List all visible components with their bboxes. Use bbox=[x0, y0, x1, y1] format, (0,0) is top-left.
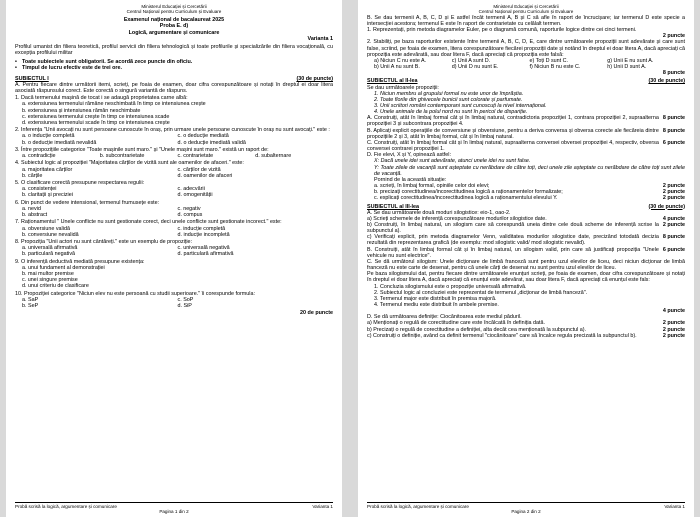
answer-option: c. adecvării bbox=[177, 186, 205, 193]
answer-option: d. o deducție imediată validă bbox=[177, 139, 246, 146]
answer-option: b. mai multor premise bbox=[22, 271, 74, 277]
proposition: 2. Toate florile din ghivecele bunicii sunt colorate și parfumate. bbox=[374, 96, 523, 103]
exam-title bbox=[15, 17, 333, 35]
answer-option: c. inducție completă bbox=[177, 225, 226, 232]
section-points: (30 de puncte) bbox=[648, 203, 685, 210]
title-line: Proba E. d) bbox=[159, 23, 189, 30]
rule-text: Toate subiectele sunt obligatorii. Se acordă zece puncte din oficiu. bbox=[22, 58, 193, 65]
question-text: 10. Propoziției categorice "Niciun elev nu este persoană cu studii superioare." îi corespunde formula: bbox=[15, 290, 255, 297]
item-points: 6 puncte bbox=[662, 139, 685, 146]
answer-option: a. unui fundament al demonstrației bbox=[22, 264, 105, 271]
question-item bbox=[15, 291, 333, 311]
page-number: Pagina 2 din 2 bbox=[511, 508, 541, 514]
sub-task bbox=[374, 195, 685, 201]
item-text: C. Se dă următorul silogism: Unele dicționare de limbă franceză sunt pentru uzul elevilor de liceu, deci niciun dicționar de limbă franceză nu este carte de desenat, pentru că unele cărți de desenat nu sunt pentru uzul elevilor de liceu. bbox=[367, 258, 685, 272]
item-text: C. Construiți, atât în limbaj formal cât și în limbaj natural, supraalterna conversei obversei propoziției 4, respectiv, obversa conversei contrarei propoziției 1. bbox=[367, 139, 659, 153]
task-note: Pe baza silogismului dat, pentru fiecare dintre următoarele enunțuri scrieți, pe foaia de examen, doar cifra corespunzătoare și notați în dreptul ei doar litera A, dacă apreciați că enunțul este adevărat, sau doar litera F, dacă apreciați că enunțul este fals: bbox=[367, 271, 685, 284]
truth-option: f) Niciun B nu este C. bbox=[529, 64, 581, 71]
answer-option: b. SeP bbox=[22, 302, 39, 309]
answer-option: b. abstract bbox=[22, 212, 48, 219]
task-item bbox=[367, 140, 685, 152]
answer-option: b. extensiunea și intensiunea rămân neschimbate bbox=[22, 107, 141, 114]
answer-options bbox=[15, 101, 333, 126]
header-line: Ministerul Educației și Cercetării bbox=[493, 4, 559, 9]
item-text: B. Construiți, atât în limbaj formal cât și în limbaj natural, un silogism valid, prin care să justificați propoziția "Unele vehicule nu sunt electrice". bbox=[367, 246, 659, 259]
item-text: A. Construiți, atât în limbaj formal cât și în limbaj natural, contradictoria propoziției 1, contrara propoziției 2, supraalterna propoziției 3 și subcontrara propoziției 4. bbox=[367, 115, 659, 128]
question-text: 9. O inferență deductivă mediată presupune existența: bbox=[15, 258, 145, 265]
statement: 4. Termenul mediu este distribuit în ambele premise. bbox=[374, 302, 499, 308]
question-text: 8. Propoziția "Unii actori nu sunt cântăreți." este un exemplu de propoziție: bbox=[15, 239, 193, 246]
rule-item: • Toate subiectele sunt obligatorii. Se acordă zece puncte din oficiu. bbox=[15, 58, 193, 65]
answer-options bbox=[15, 186, 333, 198]
item-text: a) Scrieți schemele de inferență corespunzătoare modurilor silogistice date. bbox=[367, 215, 547, 222]
task-item bbox=[367, 247, 685, 259]
part-b-intro: B. Se dau termenii A, B, C, D și E astfel încât termenii A, B și C să afle în raport de încrucișare; iar termenul D este specie a intersecției acestora; termenul E este în raport de contrarietate cu celălalt termen. bbox=[367, 14, 685, 27]
header-line: Ministerul Educației și Cercetării bbox=[141, 4, 207, 9]
page-footer bbox=[15, 502, 333, 514]
question-text: 5. O clasificare corectă presupune respectarea regulii: bbox=[15, 180, 145, 187]
definition-intro: D. Se dă următoarea definiție: Ciocănitoarea este mediul păduril. bbox=[367, 314, 522, 321]
footer-right: Varianta 1 bbox=[312, 503, 333, 509]
section-title: SUBIECTUL I bbox=[15, 75, 49, 82]
item-text: B. Aplicați explicit operațiile de conversiune și obversiune, pentru a deriva conversa și obversa corecte ale fiecăreia dintre propozițiile 2 și 3, atât în limbaj formal, cât și în limbaj natural. bbox=[367, 127, 659, 140]
answer-options bbox=[15, 206, 333, 218]
item-text: a. scrieți, în limbaj formal, opiniile celor doi elevi; bbox=[374, 183, 490, 190]
answer-option: a. contradicție bbox=[22, 153, 56, 160]
truth-option: d) Unii D nu sunt E. bbox=[451, 64, 499, 71]
section-points: (30 de puncte) bbox=[296, 75, 333, 82]
section-title: SUBIECTUL al III-lea bbox=[367, 203, 420, 210]
item-text: c) Construiți o definiție, având ca definit termenul "ciocănitoare" care să încalce regula precizată la subpunctul b). bbox=[367, 332, 637, 339]
variant-label: Varianta 1 bbox=[307, 35, 333, 42]
page-number: Pagina 1 din 2 bbox=[159, 508, 189, 514]
section-3-items bbox=[367, 216, 685, 271]
rule-text: Timpul de lucru efectiv este de trei ore. bbox=[22, 65, 122, 72]
section-intro: A. Se dau următoarele două moduri silogistice: eio-1, oao-2. bbox=[367, 209, 511, 216]
question-item bbox=[15, 200, 333, 220]
proposition: 3. Unii scriitori români contemporani sunt cunoscuți la nivel internațional. bbox=[374, 103, 547, 109]
rule-item: • Timpul de lucru efectiv este de trei ore. bbox=[15, 65, 122, 72]
definition-tasks bbox=[367, 320, 685, 338]
question-item bbox=[15, 127, 333, 147]
ministry-header bbox=[367, 4, 685, 15]
answer-option: d. subalternare bbox=[255, 153, 292, 160]
footer-left: Probă scrisă la logică, argumentare și comunicare bbox=[15, 503, 117, 509]
question-item bbox=[15, 219, 333, 239]
question-text: 4. Subiectul logic al propoziției "Majoritatea cărților de vizită sunt ale oamenilor de afaceri." este: bbox=[15, 160, 244, 167]
student-x-opinion: X: Dacă unele idei sunt adevărate, atunci unele idei nu sunt false. bbox=[374, 158, 531, 165]
section-title: SUBIECTUL al II-lea bbox=[367, 78, 418, 85]
statement: 3. Termenul major este distribuit în premisa majoră. bbox=[374, 295, 497, 302]
truth-option: g) Unii E nu sunt A. bbox=[607, 57, 654, 64]
item-text: c. explicați corectitudinea/incorectitudinea logică a raționamentului elevului Y. bbox=[374, 195, 558, 202]
answer-option: b. conversiune nevalidă bbox=[22, 231, 79, 238]
answer-option: a. SaP bbox=[22, 296, 39, 303]
answer-option: a. o inducție completă bbox=[22, 133, 75, 140]
exam-page-2 bbox=[358, 0, 694, 517]
answer-option: a. nevid bbox=[22, 205, 41, 212]
answer-option: a. universală afirmativă bbox=[22, 245, 78, 252]
item-text: D. Fie elevi, X și Y, opinează astfel: bbox=[367, 152, 451, 159]
task-item bbox=[367, 128, 685, 140]
question-list bbox=[15, 95, 333, 310]
sub-tasks bbox=[367, 183, 685, 201]
answer-option: a. consistenței bbox=[22, 186, 57, 193]
answer-option: b. subcontrarietate bbox=[99, 153, 145, 160]
item-points: 4 puncte bbox=[662, 215, 685, 222]
answer-option: a. extensiunea termenului rămâne neschimbată în timp ce intensiunea crește bbox=[22, 101, 206, 108]
footer-left: Probă scrisă la logică, argumentare și comunicare bbox=[367, 503, 469, 509]
footer-right: Varianta 1 bbox=[664, 503, 685, 509]
item-points: 2 puncte bbox=[662, 195, 685, 202]
question-item bbox=[15, 239, 333, 259]
answer-options bbox=[15, 133, 333, 145]
item-text: a) Menționați o regulă de corectitudine care este încălcată în definiția dată. bbox=[367, 320, 545, 327]
answer-option: a. obversiune validă bbox=[22, 225, 70, 232]
answer-option: c. extensiunea termenului crește în timp ce intensiunea scade bbox=[22, 113, 170, 120]
profile-intro: Profilul umanist din filiera teoretică, profilul servicii din filiera tehnologică și toate profilurile și specializările din filiera vocațională, cu excepția profilului militar bbox=[15, 44, 333, 57]
item-points: 2 puncte bbox=[662, 221, 685, 228]
truth-option: h) Unii D sunt A. bbox=[607, 64, 647, 71]
student-y-opinion: Y: Toate zilele de vacanță sunt așteptate cu nerăbdare de către toți, deci unele zile așteptate cu nerăbdare de către toți sunt zilele de vacanță. bbox=[374, 164, 685, 177]
statement: 1. Concluzia silogismului este o propoziție universală afirmativă. bbox=[374, 283, 527, 290]
answer-options bbox=[15, 245, 333, 257]
proposition-list bbox=[367, 91, 685, 116]
item-points: 8 puncte bbox=[662, 234, 685, 241]
exam-page-1 bbox=[6, 0, 342, 517]
answer-options bbox=[15, 167, 333, 179]
item-points: 2 puncte bbox=[662, 326, 685, 333]
section-2-items bbox=[367, 115, 685, 158]
statement-list bbox=[367, 284, 685, 309]
section-intro: Se dau următoarele propoziții: bbox=[367, 84, 439, 91]
answer-option: c. SoP bbox=[177, 296, 194, 303]
answer-options bbox=[15, 226, 333, 238]
ministry-header bbox=[15, 4, 333, 15]
item-points: 6 puncte bbox=[662, 246, 685, 253]
question-item bbox=[15, 160, 333, 180]
answer-option: c. o deducție mediată bbox=[177, 133, 229, 140]
question-text: 3. Între propozițiile categorice "Toate mașinile sunt maro." și "Unele mașini sunt maro." există un raport de: bbox=[15, 146, 269, 153]
question-item bbox=[15, 180, 333, 200]
answer-option: d. omogenității bbox=[177, 192, 213, 199]
item-points: 2 puncte bbox=[662, 332, 685, 339]
answer-option: c. contrarietate bbox=[177, 153, 214, 160]
answer-option: b. claritații și preciziei bbox=[22, 192, 73, 199]
truth-option: b) Unii A nu sunt B. bbox=[374, 64, 420, 71]
answer-option: b. o deducție imediată nevalidă bbox=[22, 139, 97, 146]
section-points: (30 de puncte) bbox=[648, 78, 685, 85]
answer-option: c. universală negativă bbox=[177, 245, 230, 252]
task-item bbox=[367, 222, 685, 234]
answer-option: a. majoritatea cărților bbox=[22, 166, 73, 173]
answer-options bbox=[15, 153, 333, 159]
item-text: c) Verificați explicit, prin metoda diagramelor Venn, validitatea modurilor silogistice date, precizând totodată decizia rezultată din reprezentarea grafică (de exemplu: mod silogistic valid/ mod silogistic nevalid). bbox=[367, 234, 659, 247]
answer-option: c. cărților de vizită bbox=[177, 166, 221, 173]
answer-option: b. cărțile bbox=[22, 172, 43, 179]
item-text: 1. Reprezentați, prin metoda diagramelor Euler, pe o diagramă comună, raporturile logice dintre cei cinci termeni. bbox=[367, 27, 637, 34]
definition-task bbox=[367, 333, 685, 339]
question-text: 7. Raționamentul " Unele conflicte nu sunt gestionate corect, deci unele conflicte sunt gestionate incorect." este: bbox=[15, 219, 282, 226]
title-line: Examenul național de bacalaureat 2025 bbox=[123, 17, 225, 24]
truth-option: e) Toți D sunt C. bbox=[529, 57, 569, 64]
truth-option: c) Unii A sunt D. bbox=[451, 57, 491, 64]
answer-option: d. SiP bbox=[177, 302, 192, 309]
answer-option: c. unei singure premise bbox=[22, 277, 78, 284]
question-text: 6. Din punct de vedere intensional, termenul frumusețe este: bbox=[15, 199, 160, 206]
question-text: 2. Inferența "Unii avocați nu sunt persoane cunoscute în oraș, prin urmare unele persoane cunoscute în oraș nu sunt avocați." este : bbox=[15, 127, 330, 134]
answer-option: d. inducție incompletă bbox=[177, 231, 230, 238]
question-item bbox=[15, 147, 333, 161]
part-b-item: 2. Stabiliți, pe baza raporturilor existente între termenii A, B, C, D, E, care dintre următoarele propoziții sunt adevărate și care sunt false, scriind, pe foaia de examen, litera corespunzătoare fiecărei propoziții date și notând în dreptul ei doar litera A, dacă apreciați că propoziția este adevărată, sau doar litera F, dacă apreciați că propoziția este falsă: bbox=[367, 39, 685, 58]
question-item bbox=[15, 259, 333, 291]
page-footer bbox=[367, 502, 685, 514]
answer-options bbox=[15, 265, 333, 290]
task-item bbox=[367, 115, 685, 127]
answer-option: d. particulară afirmativă bbox=[177, 251, 234, 258]
item-points: 2 puncte bbox=[662, 33, 685, 40]
proposition: 4. Unele animale de la polul nord nu sunt în pericol de dispariție. bbox=[374, 109, 528, 116]
item-points: 4 puncte bbox=[662, 308, 685, 315]
item-points: 2 puncte bbox=[662, 320, 685, 327]
answer-options bbox=[15, 297, 333, 309]
question-item bbox=[15, 95, 333, 127]
header-line: Centrul Național pentru Curriculum și Evaluare bbox=[126, 9, 222, 15]
item-points: 8 puncte bbox=[662, 115, 685, 122]
item-points: 8 puncte bbox=[662, 70, 685, 77]
answer-option: b. particulară negativă bbox=[22, 251, 76, 258]
answer-option: c. negativ bbox=[177, 205, 201, 212]
answer-option: d. oamenilor de afaceri bbox=[177, 172, 233, 179]
total-points: 20 de puncte bbox=[300, 310, 333, 317]
answer-option: d. unui criteriu de clasificare bbox=[22, 283, 89, 290]
truth-option: a) Niciun C nu este A. bbox=[374, 57, 427, 64]
item-text: b. precizați corectitudinea/incorectitudinea logică a raționamentelor formalizate; bbox=[374, 189, 563, 196]
header-line: Centrul Național pentru Curriculum și Evaluare bbox=[478, 9, 574, 15]
item-points: 2 puncte bbox=[662, 189, 685, 196]
task-item bbox=[367, 259, 685, 271]
truth-options bbox=[367, 58, 685, 70]
task-item bbox=[367, 234, 685, 246]
question-text: 1. Dacă termenului mașină de tocat i se adaugă proprietatea carne albă: bbox=[15, 95, 188, 102]
section-instruction: A. Pentru fiecare dintre următorii itemi, scrieți, pe foaia de examen, doar cifra corespunzătoare și notați în dreptul ei doar litera asociată răspunsului corect. Este corectă o singură variantă de răspuns. bbox=[15, 81, 333, 94]
item-points: 2 puncte bbox=[662, 183, 685, 190]
proposition: 1. Niciun membru al grupului formal nu este unor de împrăștia. bbox=[374, 90, 524, 97]
title-line: Logică, argumentare și comunicare bbox=[128, 29, 220, 36]
item-text: b) Construiți, în limbaj natural, un silogism care să corespundă uneia dintre cele două scheme de inferență scrise la subpunctul a). bbox=[367, 221, 659, 235]
answer-option: d. extensiunea termenului scade în timp ce intensiunea crește bbox=[22, 119, 170, 126]
answer-option: d. compus bbox=[177, 212, 203, 219]
item-text: b) Precizați o regulă de corectitudine a definiției, alta decât cea menționată la subpunctul a). bbox=[367, 326, 587, 333]
task-note: Pornind de la aceastǎ situație: bbox=[374, 176, 447, 183]
statement: 2. Subiectul logic al concluziei este reprezentat de termenul „dicționar de limbă franceză". bbox=[374, 289, 588, 296]
item-points: 8 puncte bbox=[662, 127, 685, 134]
